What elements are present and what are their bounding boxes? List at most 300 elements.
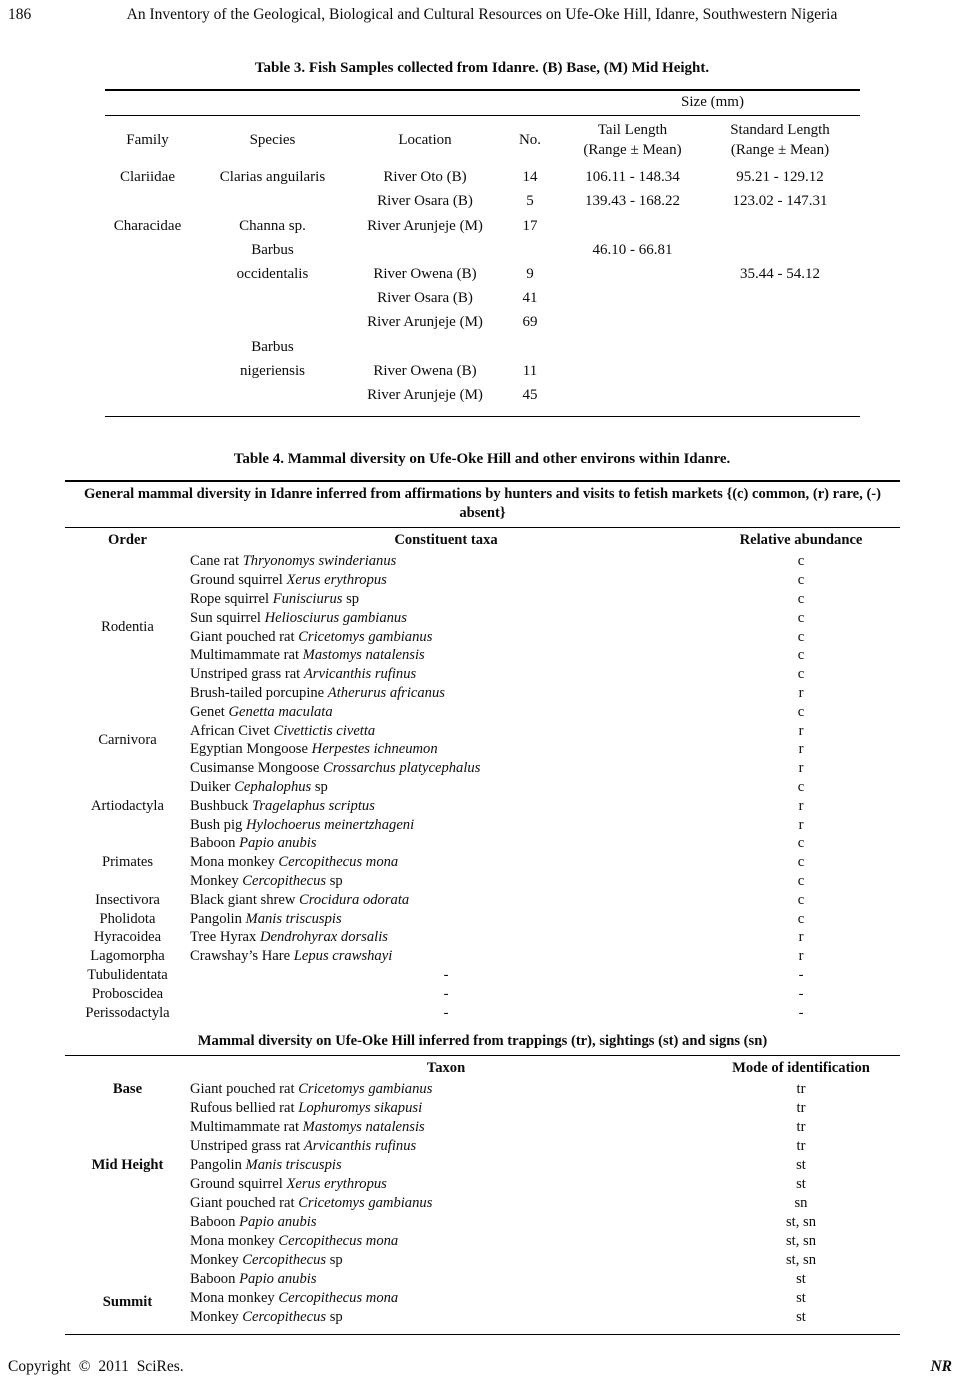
table4-part1-header-row xyxy=(65,528,900,553)
table4-part2-hill-diversity xyxy=(65,1022,900,1335)
table4-part1-general-diversity xyxy=(65,480,900,1022)
common-name: Baboon xyxy=(190,1271,240,1288)
col-location: Location xyxy=(398,131,452,148)
common-name: Mona monkey xyxy=(190,1290,279,1307)
family-cell xyxy=(105,238,190,262)
scientific-name: Lepus crawshayi xyxy=(293,948,393,965)
common-name: Ground squirrel xyxy=(190,572,287,589)
mode-cell: st xyxy=(796,1271,806,1288)
taxon-cell xyxy=(190,1175,702,1194)
scientific-name: Cricetomys gambianus xyxy=(298,1195,433,1212)
order-cell: Tubulidentata xyxy=(87,966,168,983)
table4-row xyxy=(65,947,900,966)
taxon-cell xyxy=(190,1213,702,1232)
taxon-suffix: sp xyxy=(326,1252,343,1269)
scientific-name: Papio anubis xyxy=(239,1271,317,1288)
order-cell: Rodentia xyxy=(101,619,154,636)
abundance-cell: c xyxy=(797,854,805,871)
table3-row xyxy=(105,359,860,383)
no-cell: 17 xyxy=(522,217,538,234)
no-cell: 69 xyxy=(522,314,538,331)
table4-row xyxy=(65,891,900,910)
species-cell xyxy=(190,190,355,214)
std-cell xyxy=(700,383,860,417)
abundance-cell: c xyxy=(797,872,805,889)
tail-cell xyxy=(565,214,700,238)
species-cell: Barbus xyxy=(251,338,294,355)
table4-row xyxy=(65,1308,900,1335)
location-cell: River Arunjeje (M) xyxy=(367,217,483,234)
taxon-cell xyxy=(190,797,702,816)
col-species: Species xyxy=(249,131,296,148)
scientific-name: Herpestes ichneumon xyxy=(311,741,438,758)
table4-row xyxy=(65,834,900,853)
abundance-cell: c xyxy=(797,835,805,852)
mode-cell: tr xyxy=(796,1138,806,1155)
std-cell xyxy=(700,311,860,335)
common-name: African Civet xyxy=(190,722,274,739)
table4-row xyxy=(65,797,900,816)
table3-title: Table 3. Fish Samples collected from Idanre. (B) Base, (M) Mid Height. xyxy=(254,60,710,76)
abundance-cell: c xyxy=(797,778,805,795)
family-cell xyxy=(105,190,190,214)
taxon-cell xyxy=(190,1232,702,1251)
mode-cell: st xyxy=(796,1309,806,1326)
col-constituent-taxa: Constituent taxa xyxy=(394,532,498,549)
species-cell xyxy=(190,383,355,417)
taxon-cell: - xyxy=(443,1004,449,1021)
taxon-cell xyxy=(190,740,702,759)
table4-row xyxy=(65,928,900,947)
tail-cell: 139.43 - 168.22 xyxy=(585,193,680,210)
scientific-name: Dendrohyrax dorsalis xyxy=(259,929,388,946)
table4-row xyxy=(65,1099,900,1118)
abundance-cell: - xyxy=(798,966,804,983)
family-cell: Characidae xyxy=(113,217,182,234)
table4-row xyxy=(65,684,900,703)
std-cell xyxy=(700,335,860,359)
location-cell: River Arunjeje (M) xyxy=(367,314,483,331)
table4-row xyxy=(65,1175,900,1194)
col-mode-of-identification: Mode of identification xyxy=(732,1060,870,1077)
table4-row xyxy=(65,1004,900,1023)
common-name: Ground squirrel xyxy=(190,1176,287,1193)
col-no: No. xyxy=(518,131,542,148)
table4-row xyxy=(65,552,900,571)
taxon-suffix: sp xyxy=(326,872,343,889)
table4-row xyxy=(65,722,900,741)
species-cell xyxy=(190,311,355,335)
col-relative-abundance: Relative abundance xyxy=(739,532,863,549)
abundance-cell: c xyxy=(797,591,805,607)
tail-cell: 46.10 - 66.81 xyxy=(592,241,673,258)
scientific-name: Arvicanthis rufinus xyxy=(303,666,417,683)
taxon-cell xyxy=(190,1080,702,1099)
tail-cell xyxy=(565,287,700,311)
abundance-cell: c xyxy=(797,572,805,589)
location-cell xyxy=(355,238,495,262)
species-cell: nigeriensis xyxy=(240,362,305,379)
abundance-cell: r xyxy=(798,948,804,965)
table3-body xyxy=(105,164,860,417)
common-name: Giant pouched rat xyxy=(190,1195,299,1212)
table4-row xyxy=(65,1194,900,1213)
running-title: An Inventory of the Geological, Biological and Cultural Resources on Ufe-Oke Hill, Idanre, Southwestern Nigeria xyxy=(126,6,838,23)
tail-cell xyxy=(565,262,700,286)
taxon-cell xyxy=(190,1194,702,1213)
table4-row xyxy=(65,816,900,835)
taxon-cell xyxy=(190,1270,702,1289)
no-cell: 11 xyxy=(522,362,538,379)
scientific-name: Tragelaphus scriptus xyxy=(252,797,375,814)
common-name: Cusimanse Mongoose xyxy=(190,760,323,777)
table4-row xyxy=(65,853,900,872)
std-cell: 35.44 - 54.12 xyxy=(740,265,820,282)
scientific-name: Cercopithecus mona xyxy=(278,1290,399,1307)
table4-row xyxy=(65,665,900,684)
order-cell: Hyracoidea xyxy=(93,929,162,946)
table3-row xyxy=(105,287,860,311)
common-name: Bushbuck xyxy=(190,797,253,814)
col-standard-length-line2: (Range ± Mean) xyxy=(730,141,830,158)
common-name: Mona monkey xyxy=(190,1233,279,1250)
taxon-cell xyxy=(190,853,702,872)
abundance-cell: r xyxy=(798,722,804,739)
table4-row xyxy=(65,1232,900,1251)
table4-row xyxy=(65,1251,900,1270)
col-zone-spacer xyxy=(65,1056,190,1081)
mode-cell: st, sn xyxy=(785,1233,816,1250)
table3-row xyxy=(105,190,860,214)
taxon-cell xyxy=(190,872,702,891)
common-name: Multimammate rat xyxy=(190,647,303,664)
common-name: Rope squirrel xyxy=(190,591,273,607)
species-cell: Barbus xyxy=(251,241,294,258)
col-tail-length-line2: (Range ± Mean) xyxy=(583,141,682,158)
taxon-cell xyxy=(190,1289,702,1308)
mode-cell: tr xyxy=(796,1081,806,1098)
scientific-name: Manis triscuspis xyxy=(245,910,342,927)
table3-row xyxy=(105,311,860,335)
family-cell: Clariidae xyxy=(120,169,175,186)
taxon-cell xyxy=(190,834,702,853)
scientific-name: Cephalophus xyxy=(234,778,312,795)
common-name: Unstriped grass rat xyxy=(190,1138,304,1155)
abundance-cell: r xyxy=(798,816,804,833)
taxon-cell xyxy=(190,590,702,609)
common-name: Baboon xyxy=(190,1214,240,1231)
table3-size-header: Size (mm) xyxy=(565,90,860,116)
taxon-cell xyxy=(190,816,702,835)
zone-cell: Summit xyxy=(102,1293,153,1310)
order-cell: Artiodactyla xyxy=(91,797,164,814)
col-standard-length-line1: Standard Length xyxy=(730,122,830,138)
no-cell xyxy=(495,238,565,262)
col-tail-length xyxy=(565,116,700,164)
scientific-name: Heliosciurus gambianus xyxy=(264,609,407,626)
scientific-name: Atherurus africanus xyxy=(327,684,445,701)
table4-row xyxy=(65,1118,900,1137)
mode-cell: tr xyxy=(796,1100,806,1117)
table3-row xyxy=(105,164,860,190)
species-cell: Clarias anguilaris xyxy=(219,169,326,186)
scientific-name: Arvicanthis rufinus xyxy=(303,1138,417,1155)
scientific-name: Funisciurus xyxy=(272,591,343,607)
scientific-name: Cercopithecus xyxy=(242,1252,327,1269)
family-cell xyxy=(105,383,190,417)
location-cell xyxy=(355,335,495,359)
no-cell: 41 xyxy=(522,290,538,307)
common-name: Duiker xyxy=(190,778,235,795)
location-cell: River Arunjeje (M) xyxy=(367,386,483,403)
abundance-cell: c xyxy=(797,666,805,683)
table3-row xyxy=(105,262,860,286)
mode-cell: st, sn xyxy=(785,1252,816,1269)
std-cell: 123.02 - 147.31 xyxy=(732,193,828,210)
common-name: Giant pouched rat xyxy=(190,1081,299,1098)
table4-row xyxy=(65,590,900,609)
no-cell: 45 xyxy=(522,386,538,403)
taxon-cell xyxy=(190,1118,702,1137)
scientific-name: Papio anubis xyxy=(239,835,317,852)
table4-row xyxy=(65,571,900,590)
location-cell: River Osara (B) xyxy=(377,193,473,210)
table4-row xyxy=(65,609,900,628)
common-name: Monkey xyxy=(190,1252,243,1269)
taxon-cell xyxy=(190,552,702,571)
mode-cell: tr xyxy=(796,1119,806,1136)
taxon-cell: - xyxy=(443,985,449,1002)
zone-cell: Mid Height xyxy=(91,1157,164,1174)
abundance-cell: r xyxy=(798,741,804,758)
order-cell: Pholidota xyxy=(99,910,156,927)
taxon-cell xyxy=(190,571,702,590)
std-cell xyxy=(700,359,860,383)
table4-part2-subtitle-row xyxy=(65,1022,900,1055)
table4-row xyxy=(65,646,900,665)
order-cell: Primates xyxy=(101,854,154,871)
table4-row xyxy=(65,778,900,797)
taxon-cell xyxy=(190,778,702,797)
common-name: Pangolin xyxy=(190,910,246,927)
common-name: Monkey xyxy=(190,872,243,889)
abundance-cell: r xyxy=(798,684,804,701)
abundance-cell: - xyxy=(798,985,804,1002)
std-cell xyxy=(700,287,860,311)
table4-row xyxy=(65,703,900,722)
common-name: Black giant shrew xyxy=(190,891,300,908)
table3-header-row xyxy=(105,116,860,164)
family-cell xyxy=(105,311,190,335)
std-cell xyxy=(700,238,860,262)
common-name: Pangolin xyxy=(190,1157,246,1174)
taxon-suffix: sp xyxy=(311,778,328,795)
scientific-name: Lophuromys sikapusi xyxy=(298,1100,423,1117)
scientific-name: Cercopithecus xyxy=(242,872,327,889)
std-cell xyxy=(700,214,860,238)
table4-row xyxy=(65,1137,900,1156)
table4-row xyxy=(65,1270,900,1289)
table3-head xyxy=(105,90,860,164)
family-cell xyxy=(105,359,190,383)
scientific-name: Crossarchus platycephalus xyxy=(322,760,481,777)
table4-row xyxy=(65,910,900,929)
col-family: Family xyxy=(126,131,169,148)
taxon-cell xyxy=(190,910,702,929)
scientific-name: Mastomys natalensis xyxy=(302,647,425,664)
mode-cell: st xyxy=(796,1176,806,1193)
col-standard-length xyxy=(700,116,860,164)
taxon-cell xyxy=(190,1251,702,1270)
scientific-name: Manis triscuspis xyxy=(245,1157,342,1174)
taxon-cell xyxy=(190,891,702,910)
table4-row xyxy=(65,1156,900,1175)
common-name: Multimammate rat xyxy=(190,1119,303,1136)
page-number: 186 xyxy=(8,6,32,23)
taxon-cell xyxy=(190,703,702,722)
order-cell: Lagomorpha xyxy=(90,948,165,965)
species-cell: occidentalis xyxy=(236,265,309,282)
copyright-notice: Copyright © 2011 SciRes. xyxy=(8,1358,184,1375)
scientific-name: Cercopithecus mona xyxy=(278,1233,399,1250)
table4-row xyxy=(65,740,900,759)
tail-cell xyxy=(565,311,700,335)
table4-row xyxy=(65,872,900,891)
abundance-cell: c xyxy=(797,553,805,570)
scientific-name: Thryonomys swinderianus xyxy=(242,553,397,570)
taxon-cell xyxy=(190,646,702,665)
order-cell: Insectivora xyxy=(95,891,160,908)
zone-cell: Base xyxy=(112,1081,143,1098)
table3-size-spacer xyxy=(105,90,565,116)
no-cell: 14 xyxy=(522,169,538,186)
scientific-name: Xerus erythropus xyxy=(286,1176,387,1193)
taxon-cell xyxy=(190,665,702,684)
common-name: Brush-tailed porcupine xyxy=(190,684,328,701)
table4-row xyxy=(65,628,900,647)
family-cell xyxy=(105,335,190,359)
scientific-name: Genetta maculata xyxy=(228,703,333,720)
taxon-cell xyxy=(190,1156,702,1175)
common-name: Mona monkey xyxy=(190,854,279,871)
abundance-cell: c xyxy=(797,609,805,626)
scientific-name: Xerus erythropus xyxy=(286,572,387,589)
location-cell: River Owena (B) xyxy=(373,362,477,379)
table4-part2-body xyxy=(65,1080,900,1335)
table4-part1-head xyxy=(65,481,900,552)
table4-part1-subtitle-row xyxy=(65,481,900,527)
table3-row xyxy=(105,238,860,262)
page-footer xyxy=(8,1358,952,1376)
table4-part2-head xyxy=(65,1022,900,1080)
species-cell: Channa sp. xyxy=(239,217,306,234)
col-order: Order xyxy=(108,532,147,549)
common-name: Egyptian Mongoose xyxy=(190,741,312,758)
common-name: Unstriped grass rat xyxy=(190,666,304,683)
table3-row xyxy=(105,383,860,417)
scientific-name: Cricetomys gambianus xyxy=(298,1081,433,1098)
order-cell: Perissodactyla xyxy=(85,1004,170,1021)
table4-part1-subtitle: General mammal diversity in Idanre inferred from affirmations by hunters and visits to fetish markets {(c) common, (r) rare, (-) absent} xyxy=(65,481,900,527)
table4-row xyxy=(65,1289,900,1308)
taxon-cell xyxy=(190,947,702,966)
family-cell xyxy=(105,287,190,311)
no-cell xyxy=(495,335,565,359)
journal-code: NR xyxy=(930,1358,952,1375)
order-cell: Carnivora xyxy=(98,731,157,748)
order-cell: Proboscidea xyxy=(91,985,164,1002)
scientific-name: Cercopithecus mona xyxy=(278,854,399,871)
scientific-name: Hylochoerus meinertzhageni xyxy=(245,816,415,833)
taxon-cell: - xyxy=(443,966,449,983)
tail-cell xyxy=(565,335,700,359)
table4-title: Table 4. Mammal diversity on Ufe-Oke Hill and other environs within Idanre. xyxy=(233,451,731,468)
no-cell: 9 xyxy=(526,265,534,282)
col-taxon: Taxon xyxy=(426,1060,466,1077)
common-name: Rufous bellied rat xyxy=(190,1100,299,1117)
location-cell: River Owena (B) xyxy=(373,265,477,282)
tail-cell: 106.11 - 148.34 xyxy=(585,169,680,186)
table4-row xyxy=(65,759,900,778)
scientific-name: Crocidura odorata xyxy=(299,891,410,908)
taxon-cell xyxy=(190,722,702,741)
abundance-cell: c xyxy=(797,628,805,645)
table3-row xyxy=(105,335,860,359)
table3-fish-samples xyxy=(105,89,860,417)
taxon-cell xyxy=(190,628,702,647)
std-cell: 95.21 - 129.12 xyxy=(736,169,824,186)
taxon-cell xyxy=(190,1137,702,1156)
taxon-cell xyxy=(190,1099,702,1118)
common-name: Crawshay’s Hare xyxy=(190,948,294,965)
taxon-cell xyxy=(190,759,702,778)
tail-cell xyxy=(565,383,700,417)
table4-row xyxy=(65,966,900,985)
scientific-name: Cricetomys gambianus xyxy=(298,628,433,645)
taxon-cell xyxy=(190,684,702,703)
table4-row xyxy=(65,1080,900,1099)
common-name: Giant pouched rat xyxy=(190,628,299,645)
common-name: Genet xyxy=(190,703,229,720)
common-name: Bush pig xyxy=(190,816,246,833)
common-name: Cane rat xyxy=(190,553,243,570)
taxon-cell xyxy=(190,609,702,628)
table4-row xyxy=(65,985,900,1004)
taxon-suffix: sp xyxy=(342,591,360,607)
abundance-cell: r xyxy=(798,797,804,814)
common-name: Monkey xyxy=(190,1309,243,1326)
taxon-cell xyxy=(190,1308,702,1335)
page-header xyxy=(0,0,964,28)
mode-cell: st, sn xyxy=(785,1214,816,1231)
table4-part1-body xyxy=(65,552,900,1022)
common-name: Baboon xyxy=(190,835,240,852)
common-name: Tree Hyrax xyxy=(190,929,260,946)
table4-row xyxy=(65,1213,900,1232)
scientific-name: Civettictis civetta xyxy=(273,722,376,739)
mode-cell: sn xyxy=(794,1195,808,1212)
abundance-cell: r xyxy=(798,929,804,946)
col-tail-length-line1: Tail Length xyxy=(597,122,668,138)
mode-cell: st xyxy=(796,1157,806,1174)
abundance-cell: c xyxy=(797,703,805,720)
scientific-name: Mastomys natalensis xyxy=(302,1119,425,1136)
mode-cell: st xyxy=(796,1290,806,1307)
no-cell: 5 xyxy=(526,193,534,210)
table3-row xyxy=(105,214,860,238)
taxon-cell xyxy=(190,928,702,947)
tail-cell xyxy=(565,359,700,383)
